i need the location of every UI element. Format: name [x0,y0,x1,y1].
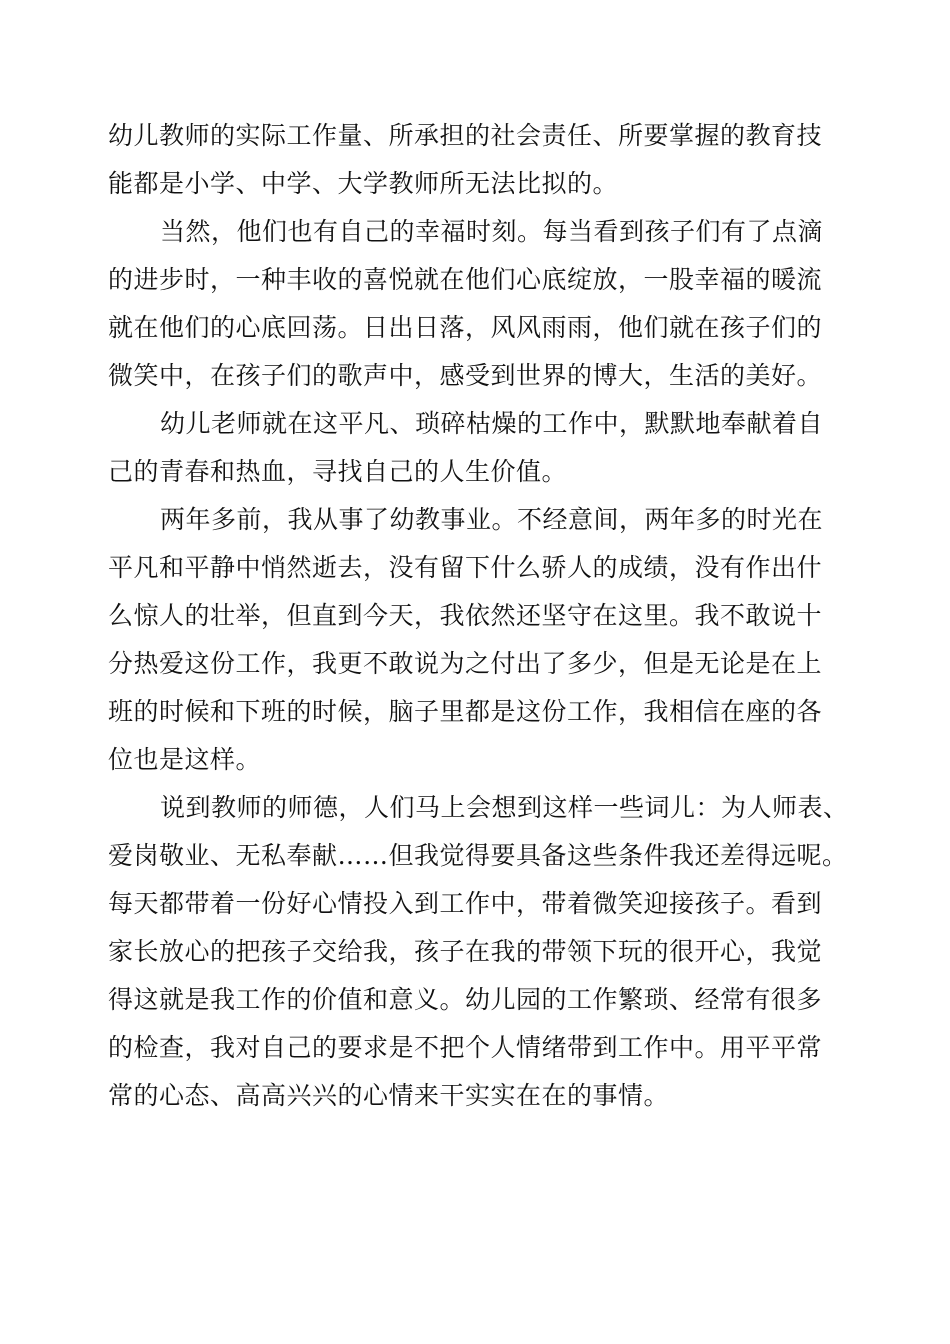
text-line: 己的青春和热血，寻找自己的人生价值。 [108,457,568,486]
text-line: 班的时候和下班的时候，脑子里都是这份工作，我相信在座的各 [108,697,823,726]
text-line: 微笑中，在孩子们的歌声中，感受到世界的博大，生活的美好。 [108,361,823,390]
text-line: 位也是这样。 [108,745,262,774]
text-line: 就在他们的心底回荡。日出日落，风风雨雨，他们就在孩子们的 [108,313,823,342]
text-line: 说到教师的师德，人们马上会想到这样一些词儿：为人师表、 [160,793,849,822]
body-text [108,112,868,1120]
text-line: 两年多前，我从事了幼教事业。不经意间，两年多的时光在 [160,505,824,534]
text-line: 能都是小学、中学、大学教师所无法比拟的。 [108,169,619,198]
text-line: 家长放心的把孩子交给我，孩子在我的带领下玩的很开心，我觉 [108,937,823,966]
text-line: 么惊人的壮举，但直到今天，我依然还坚守在这里。我不敢说十 [108,601,823,630]
text-line: 幼儿教师的实际工作量、所承担的社会责任、所要掌握的教育技 [108,121,823,150]
text-line: 当然，他们也有自己的幸福时刻。每当看到孩子们有了点滴 [160,217,824,246]
text-line: 每天都带着一份好心情投入到工作中，带着微笑迎接孩子。看到 [108,889,823,918]
text-line: 幼儿老师就在这平凡、琐碎枯燥的工作中，默默地奉献着自 [160,409,824,438]
text-line: 分热爱这份工作，我更不敢说为之付出了多少，但是无论是在上 [108,649,823,678]
text-line: 爱岗敬业、无私奉献……但我觉得要具备这些条件我还差得远呢。 [108,841,848,870]
text-line: 得这就是我工作的价值和意义。幼儿园的工作繁琐、经常有很多 [108,985,823,1014]
text-line: 常的心态、高高兴兴的心情来干实实在在的事情。 [108,1081,670,1110]
text-line: 平凡和平静中悄然逝去，没有留下什么骄人的成绩，没有作出什 [108,553,823,582]
text-line: 的检查，我对自己的要求是不把个人情绪带到工作中。用平平常 [108,1033,823,1062]
text-line: 的进步时，一种丰收的喜悦就在他们心底绽放，一股幸福的暖流 [108,265,823,294]
